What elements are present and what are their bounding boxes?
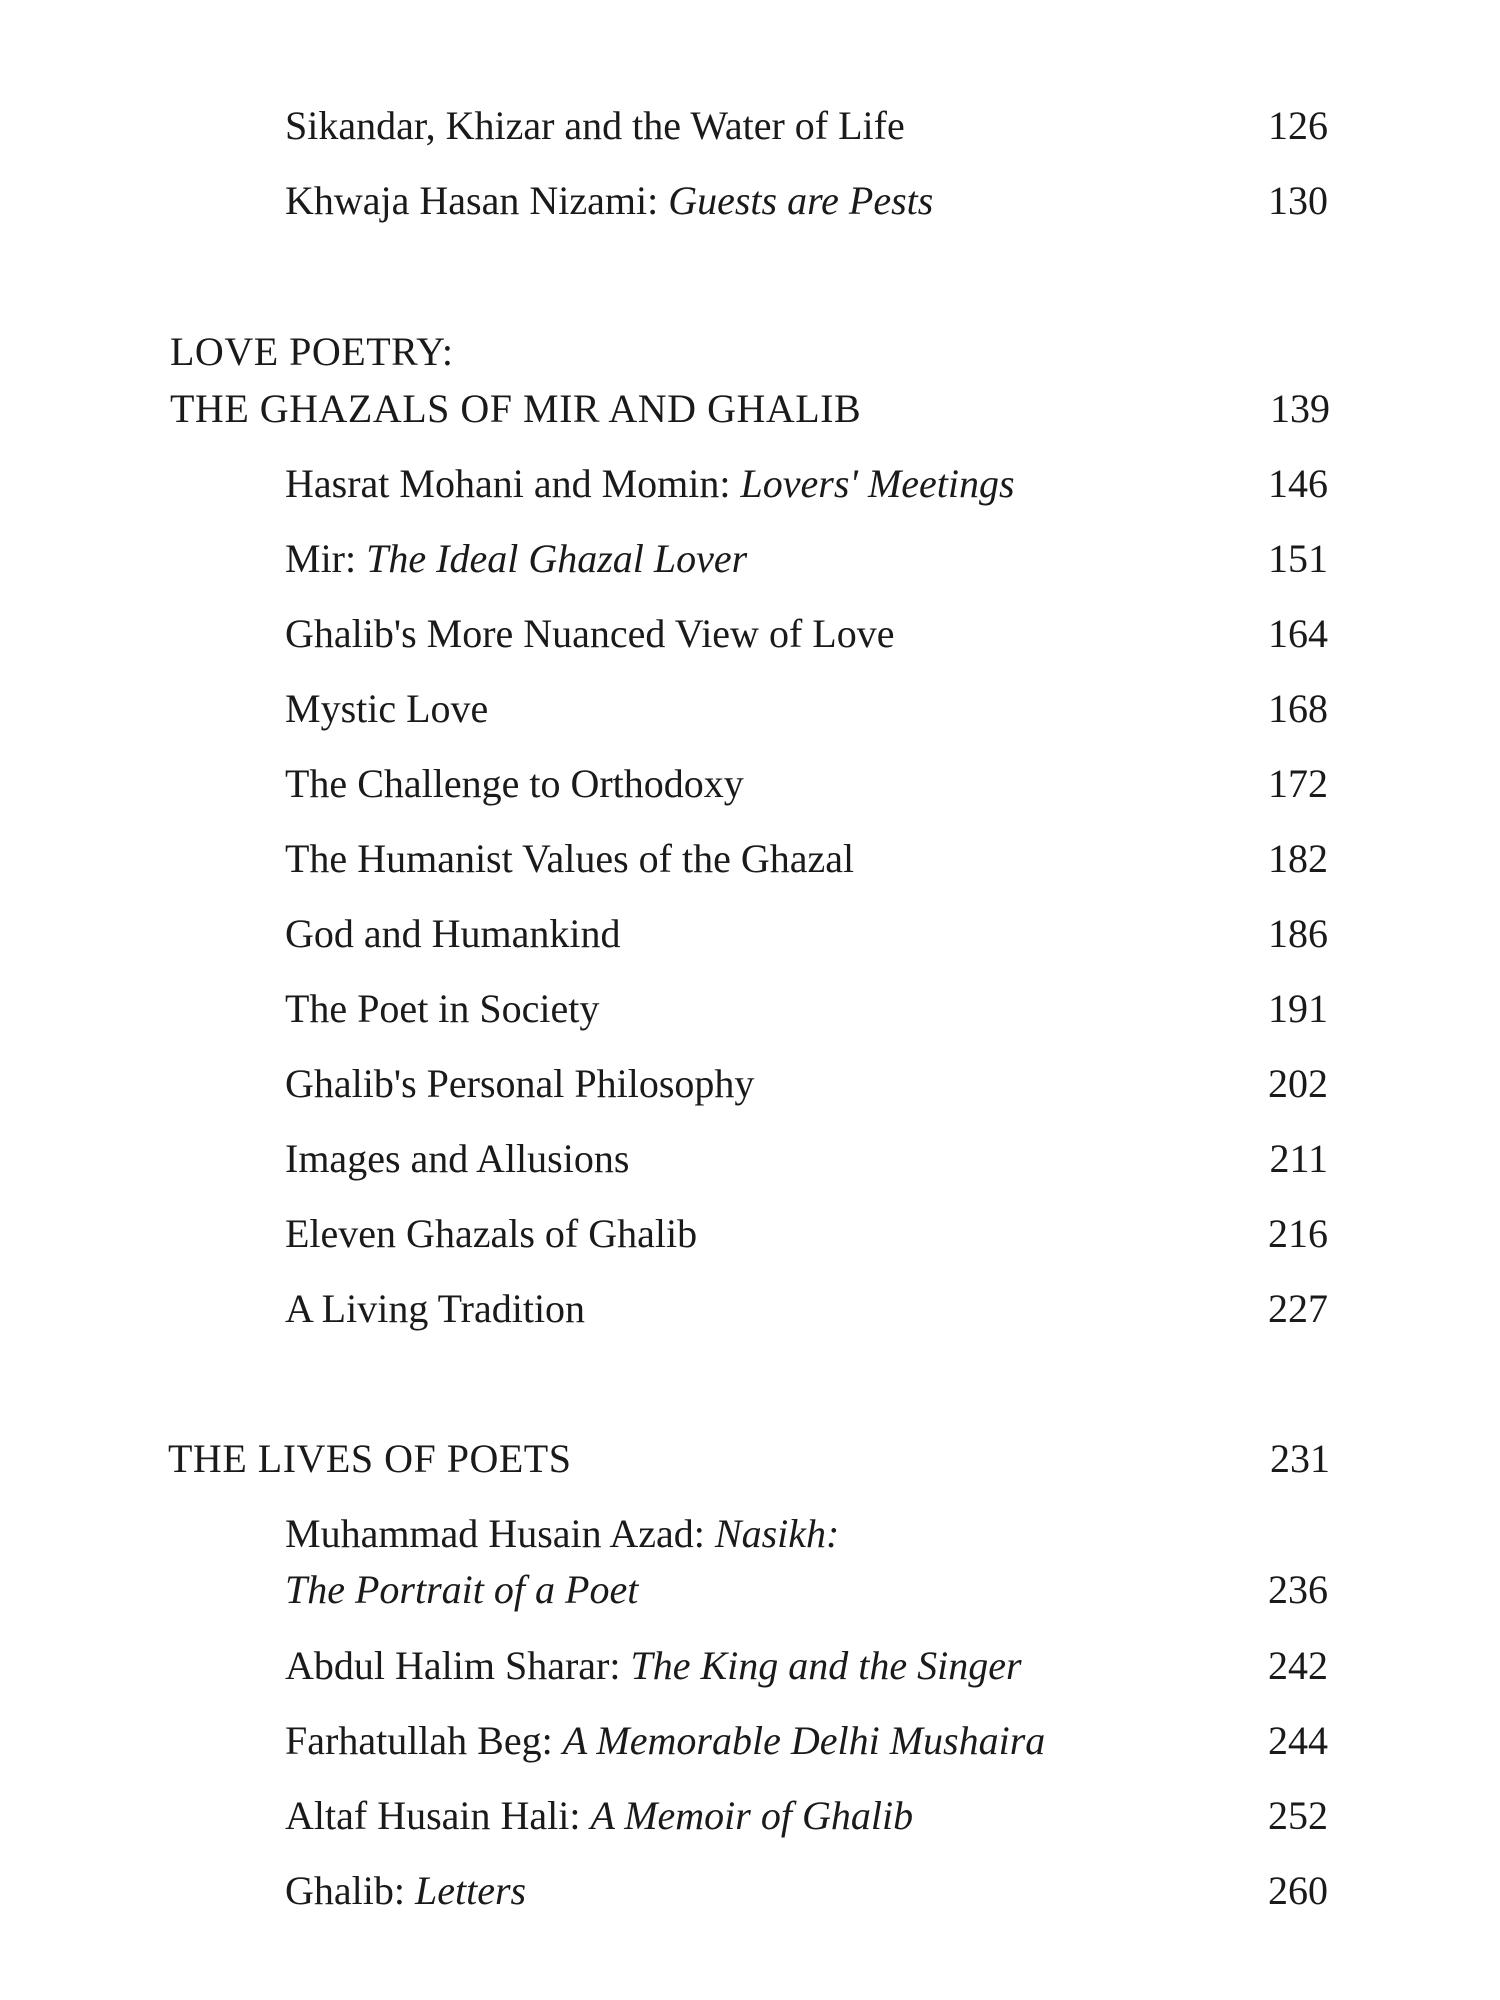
- entry-work: Sikandar, Khizar and the Water of Life: [285, 103, 905, 148]
- section-title-line2: THE GHAZALS OF MIR AND GHALIB: [170, 386, 862, 431]
- entry-title: [285, 685, 488, 733]
- entry-page-number: 227: [1268, 1286, 1328, 1331]
- entry-page-number: 172: [1268, 761, 1328, 806]
- entry-title: [285, 1210, 697, 1258]
- entry-work: A Living Tradition: [285, 1286, 586, 1331]
- entry-author: Altaf Husain Hali:: [285, 1793, 591, 1838]
- entry-title: [285, 1135, 629, 1183]
- entry-work-line2: The Portrait of a Poet: [285, 1567, 639, 1612]
- entry-page-number: 186: [1268, 911, 1328, 956]
- entry-page-number: 146: [1268, 461, 1328, 506]
- entry-work: The Ideal Ghazal Lover: [366, 536, 748, 581]
- entry-work: The Humanist Values of the Ghazal: [285, 836, 855, 881]
- entry-title: [285, 1642, 1022, 1690]
- section-page-number: 139: [1270, 386, 1330, 431]
- entry-work: Letters: [414, 1868, 527, 1913]
- entry-work: A Memoir of Ghalib: [590, 1793, 914, 1838]
- entry-title: [285, 1867, 526, 1915]
- entry-work: Mystic Love: [285, 686, 489, 731]
- entry-page-number: 211: [1269, 1136, 1328, 1181]
- entry-work: The Challenge to Orthodoxy: [285, 761, 744, 806]
- entry-title: [285, 1717, 1045, 1765]
- section-title-line1: LOVE POETRY:: [170, 329, 454, 374]
- entry-page-number: 202: [1268, 1061, 1328, 1106]
- entry-page-number: 191: [1268, 986, 1328, 1031]
- section-page-number: 231: [1270, 1436, 1330, 1481]
- entry-work: The Poet in Society: [285, 986, 600, 1031]
- entry-page-number: 168: [1268, 686, 1328, 731]
- entry-page-number: 236: [1268, 1567, 1328, 1612]
- entry-page-number: 164: [1268, 611, 1328, 656]
- entry-title: [285, 760, 744, 808]
- entry-work: The King and the Singer: [630, 1643, 1022, 1688]
- entry-page-number: 260: [1268, 1868, 1328, 1913]
- entry-page-number: 242: [1268, 1643, 1328, 1688]
- entry-title: [285, 535, 747, 583]
- entry-author: Khwaja Hasan Nizami:: [285, 178, 669, 223]
- entry-work: Lovers' Meetings: [740, 461, 1015, 506]
- entry-work: Nasikh:: [714, 1511, 840, 1556]
- entry-work: Guests are Pests: [668, 178, 934, 223]
- entry-author: Ghalib:: [285, 1868, 415, 1913]
- entry-title: [285, 1510, 839, 1558]
- entry-author: Hasrat Mohani and Momin:: [285, 461, 741, 506]
- entry-title: [285, 835, 854, 883]
- entry-author: Mir:: [285, 536, 367, 581]
- entry-work: God and Humankind: [285, 911, 621, 956]
- entry-title: [285, 910, 621, 958]
- entry-work: Ghalib's Personal Philosophy: [285, 1061, 755, 1106]
- entry-page-number: 252: [1268, 1793, 1328, 1838]
- entry-page-number: 182: [1268, 836, 1328, 881]
- entry-author: Abdul Halim Sharar:: [285, 1643, 631, 1688]
- entry-title: [285, 177, 933, 225]
- entry-page-number: 151: [1268, 536, 1328, 581]
- entry-title: [285, 1285, 585, 1333]
- entry-title: [285, 1060, 754, 1108]
- entry-work: A Memorable Delhi Mushaira: [562, 1718, 1046, 1763]
- entry-title: [285, 610, 894, 658]
- entry-title: [285, 102, 905, 150]
- entry-page-number: 126: [1268, 103, 1328, 148]
- entry-page-number: 130: [1268, 178, 1328, 223]
- entry-author: Farhatullah Beg:: [285, 1718, 563, 1763]
- section-title: THE LIVES OF POETS: [168, 1436, 572, 1481]
- entry-title: [285, 1792, 913, 1840]
- entry-title: [285, 985, 599, 1033]
- entry-title: [285, 460, 1015, 508]
- entry-work: Ghalib's More Nuanced View of Love: [285, 611, 895, 656]
- entry-work: Images and Allusions: [285, 1136, 630, 1181]
- entry-author: Muhammad Husain Azad:: [285, 1511, 715, 1556]
- entry-page-number: 216: [1268, 1211, 1328, 1256]
- entry-work: Eleven Ghazals of Ghalib: [285, 1211, 698, 1256]
- entry-page-number: 244: [1268, 1718, 1328, 1763]
